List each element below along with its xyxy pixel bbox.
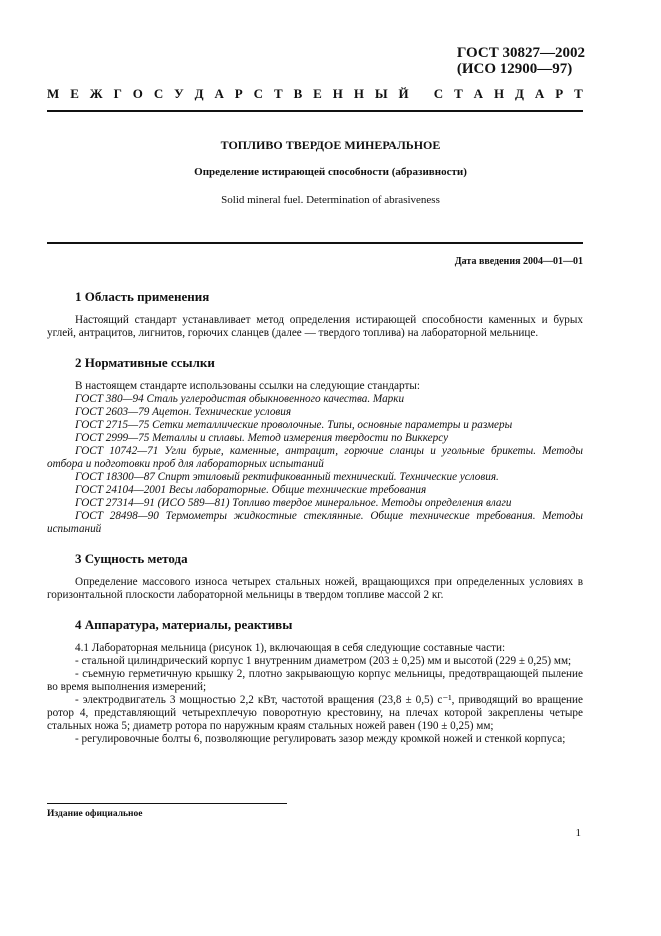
reference-item: ГОСТ 2603—79 Ацетон. Технические условия xyxy=(75,406,292,418)
heading-letter: А xyxy=(214,86,224,101)
heading-letter: Т xyxy=(454,86,463,101)
heading-letter: О xyxy=(132,86,143,101)
document-title: ТОПЛИВО ТВЕРДОЕ МИНЕРАЛЬНОЕ xyxy=(220,138,441,152)
heading-letter: Н xyxy=(493,86,505,101)
heading-letter: Р xyxy=(234,86,243,101)
top-rule xyxy=(47,110,583,112)
section-heading: 2 Нормативные ссылки xyxy=(75,355,215,370)
interstate-standard-heading xyxy=(47,86,583,102)
heading-letter: С xyxy=(153,86,164,101)
reference-item: ГОСТ 18300—87 Спирт этиловый ректификованный технический. Технические условия. xyxy=(75,471,499,483)
heading-letter: Д xyxy=(515,86,524,101)
heading-letter: В xyxy=(293,86,303,101)
page-number: 1 xyxy=(575,827,581,839)
document-body xyxy=(47,290,583,762)
apparatus-item: - съемную герметичную крышку 2, плотно закрывающую корпус мельницы, предотвращающей пыление во время выполнения измерений; xyxy=(47,668,583,693)
section-text: Настоящий стандарт устанавливает метод определения истирающей способности каменных и бурых углей, антрацитов, лигнитов, горючих сланцев (далее — твердого топлива) на лабораторной мельнице. xyxy=(47,314,583,339)
heading-letter: С xyxy=(253,86,264,101)
section-heading: 3 Сущность метода xyxy=(75,551,188,566)
heading-letter: М xyxy=(47,86,60,101)
reference-item: ГОСТ 24104—2001 Весы лабораторные. Общие технические требования xyxy=(75,484,427,496)
heading-letter: Т xyxy=(574,86,583,101)
heading-letter: Й xyxy=(398,86,409,101)
heading-letter: А xyxy=(534,86,545,101)
reference-item: ГОСТ 380—94 Сталь углеродистая обыкновенного качества. Марки xyxy=(75,393,405,405)
heading-letter: Е xyxy=(313,86,322,101)
standard-number-block xyxy=(457,45,585,77)
heading-letter: С xyxy=(433,86,444,101)
heading-letter: Н xyxy=(353,86,364,101)
section-text: В настоящем стандарте использованы ссылки на следующие стандарты: xyxy=(75,380,420,392)
heading-letter: Е xyxy=(70,86,79,101)
section-scope xyxy=(47,290,583,340)
heading-letter: Ж xyxy=(89,86,103,101)
heading-letter xyxy=(420,86,423,102)
iso-number: (ИСО 12900—97) xyxy=(456,61,573,77)
apparatus-item: - электродвигатель 3 мощностью 2,2 кВт, частотой вращения (23,8 ± 0,5) с⁻¹, приводящий во вращение ротор 4, представляющий четырехплечую поворотную крестовину, на плечах которой закреплены четыре стальных ножа 5; диаметр ротора по наружным краям стальных ножей равен (190 ± 0,25) мм; xyxy=(47,694,583,732)
introduction-date: Дата введения 2004—01—01 xyxy=(454,256,583,267)
heading-letter: Д xyxy=(194,86,204,101)
section-heading: 4 Аппаратура, материалы, реактивы xyxy=(75,617,293,632)
heading-letter: Т xyxy=(273,86,283,101)
heading-letter: А xyxy=(473,86,484,101)
reference-item: ГОСТ 28498—90 Термометры жидкостные стеклянные. Общие технические требования. Методы испытаний xyxy=(47,510,583,535)
reference-item: ГОСТ 2715—75 Сетки металлические проволочные. Типы, основные параметры и размеры xyxy=(75,419,513,431)
reference-item: ГОСТ 10742—71 Угли бурые, каменные, антрацит, горючие сланцы и угольные брикеты. Методы отбора и подготовки проб для лабораторных испытаний xyxy=(47,445,583,470)
heading-letter: Ы xyxy=(374,86,388,101)
heading-letter: У xyxy=(174,86,184,101)
footer-rule xyxy=(47,803,287,804)
gost-number: ГОСТ 30827—2002 xyxy=(456,45,585,61)
official-edition-label: Издание официальное xyxy=(47,809,143,819)
reference-item: ГОСТ 2999—75 Металлы и сплавы. Метод измерения твердости по Виккерсу xyxy=(75,432,449,444)
apparatus-item: 4.1 Лабораторная мельница (рисунок 1), включающая в себя следующие составные части: xyxy=(75,642,506,654)
section-text: Определение массового износа четырех стальных ножей, вращающихся при определенных условиях в горизонтальной плоскости лабораторной мельницы в твердом топливе массой 2 кг. xyxy=(47,576,583,601)
section-references xyxy=(47,356,583,536)
section-apparatus xyxy=(47,618,583,746)
middle-rule xyxy=(47,242,583,244)
apparatus-item: - регулировочные болты 6, позволяющие регулировать зазор между кромкой ножей и стенкой корпуса; xyxy=(75,733,566,745)
heading-letter: Г xyxy=(113,86,122,101)
english-title: Solid mineral fuel. Determination of abrasiveness xyxy=(221,194,440,206)
apparatus-item: - стальной цилиндрический корпус 1 внутренним диаметром (203 ± 0,25) мм и высотой (229 ± 0,25) мм; xyxy=(75,655,572,667)
section-heading: 1 Область применения xyxy=(75,289,210,304)
reference-item: ГОСТ 27314—91 (ИСО 589—81) Топливо твердое минеральное. Методы определения влаги xyxy=(75,497,512,509)
section-method-essence xyxy=(47,552,583,602)
document-subtitle: Определение истирающей способности (абразивности) xyxy=(194,166,467,178)
heading-letter: Р xyxy=(555,86,564,101)
heading-letter: Н xyxy=(332,86,343,101)
